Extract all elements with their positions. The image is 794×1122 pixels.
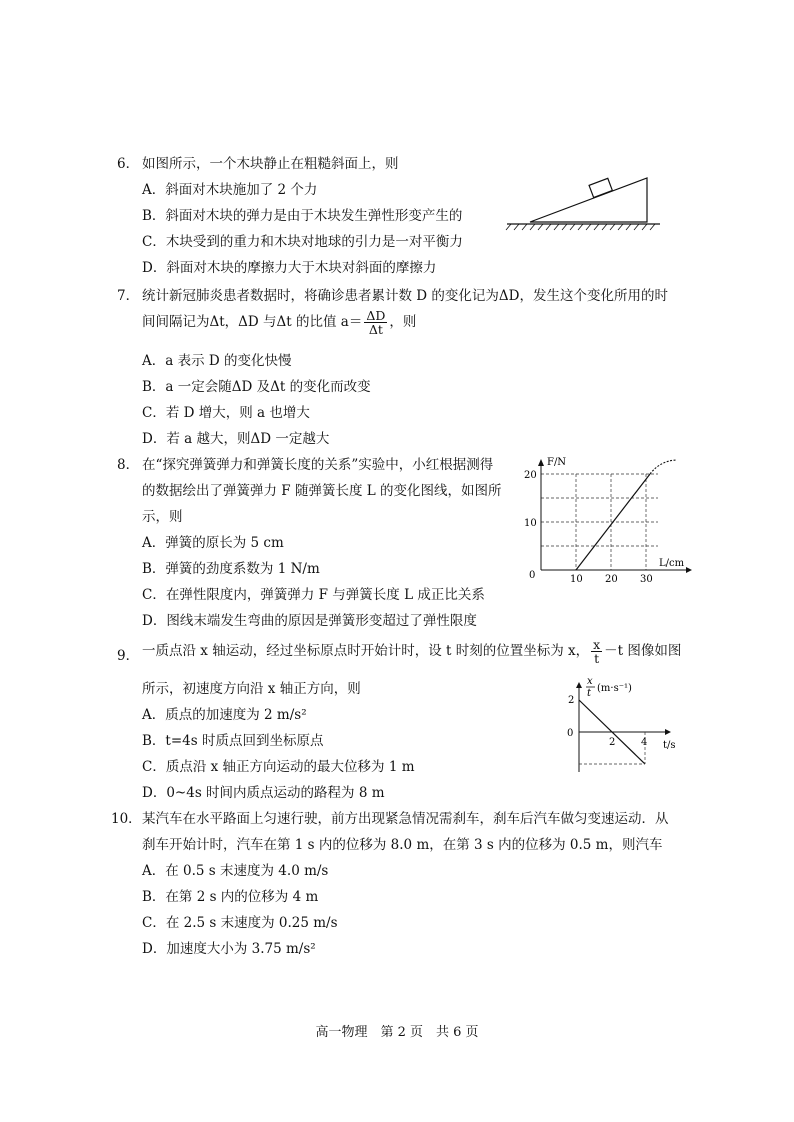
fraction	[591, 638, 602, 665]
question-stem: 如图所示，一个木块静止在粗糙斜面上，则	[142, 156, 399, 172]
option-c: C．在弹性限度内，弹簧弹力 F 与弹簧长度 L 成正比关系	[142, 587, 485, 603]
option-a: A．在 0.5 s 末速度为 4.0 m/s	[142, 863, 329, 879]
y-axis-denominator: t	[587, 688, 592, 699]
option-d: D．斜面对木块的摩擦力大于木块对斜面的摩擦力	[142, 260, 437, 276]
x-axis-label: t/s	[663, 740, 676, 751]
spring-force-graph	[518, 452, 698, 584]
fraction-numerator: ΔD	[366, 308, 386, 323]
origin-label: 0	[567, 728, 574, 739]
x-axis-label: L/cm	[659, 558, 685, 569]
question-number: 10．	[111, 811, 142, 827]
y-axis-label: F/N	[547, 457, 567, 468]
option-d: D．图线末端发生弯曲的原因是弹簧形变超过了弹性限度	[142, 613, 477, 629]
y-axis-numerator: x	[587, 676, 593, 687]
stem-text: 一质点沿 x 轴运动，经过坐标原点时开始计时，设 t 时刻的位置坐标为 x，	[142, 643, 590, 660]
x-tick-label: 10	[570, 574, 583, 584]
question-stem: 某汽车在水平路面上匀速行驶，前方出现紧急情况需刹车，刹车后汽车做匀变速运动．从	[142, 811, 669, 827]
x-tick-label: 2	[609, 737, 616, 748]
x-tick-label: 30	[640, 574, 653, 584]
option-d: D．0~4s 时间内质点运动的路程为 8 m	[142, 785, 385, 801]
x-tick-label: 4	[641, 737, 648, 748]
fraction-denominator: Δt	[368, 322, 383, 338]
question-number: 6．	[117, 156, 140, 172]
option-a: A．a 表示 D 的变化快慢	[142, 353, 292, 369]
option-d: D．加速度大小为 3.75 m/s²	[142, 941, 316, 957]
question-stem	[142, 638, 681, 665]
option-c: C．木块受到的重力和木块对地球的引力是一对平衡力	[142, 234, 463, 250]
incline-block-figure	[505, 172, 665, 232]
stem-text: ，则	[389, 314, 417, 331]
question-stem-line-2: 的数据绘出了弹簧弹力 F 随弹簧长度 L 的变化图线，如图所	[142, 483, 502, 499]
y-tick-label: 10	[524, 518, 537, 529]
question-stem-line-3: 示，则	[142, 509, 183, 525]
question-stem-line-2: 刹车开始计时，汽车在第 1 s 内的位移为 8.0 m，在第 3 s 内的位移为 0.5 m，则汽车	[142, 837, 663, 853]
x-tick-label: 20	[605, 574, 618, 584]
y-tick-label: 2	[568, 695, 575, 706]
option-b: B．斜面对木块的弹力是由于木块发生弹性形变产生的	[142, 208, 463, 224]
question-stem: 统计新冠肺炎患者数据时，将确诊患者累计数 D 的变化记为ΔD，发生这个变化所用的时	[142, 288, 668, 304]
option-c: C．质点沿 x 轴正方向运动的最大位移为 1 m	[142, 759, 415, 775]
page-footer: 高一物理 第 2 页 共 6 页	[315, 1025, 479, 1040]
y-axis-unit: (m·s⁻¹)	[597, 683, 632, 694]
option-b: B．t=4s 时质点回到坐标原点	[142, 733, 324, 749]
option-a: A．斜面对木块施加了 2 个力	[142, 182, 318, 198]
question-stem-line-2	[142, 309, 416, 336]
option-c: C．若 D 增大，则 a 也增大	[142, 405, 310, 421]
fraction	[364, 309, 387, 336]
question-stem-line-2: 所示，初速度方向沿 x 轴正方向，则	[142, 681, 361, 697]
option-b: B．a 一定会随ΔD 及Δt 的变化而改变	[142, 379, 371, 395]
y-tick-label: 20	[524, 470, 537, 481]
fraction-numerator: x	[593, 637, 601, 652]
option-a: A．质点的加速度为 2 m/s²	[142, 707, 307, 723]
question-number: 8．	[117, 457, 140, 473]
question-number: 7．	[117, 288, 140, 304]
origin-label: 0	[529, 570, 536, 581]
question-number: 9．	[117, 648, 140, 664]
question-stem: 在“探究弹簧弹力和弹簧长度的关系”实验中，小红根据测得	[142, 457, 494, 473]
option-b: B．弹簧的劲度系数为 1 N/m	[142, 561, 320, 577]
stem-text: 间间隔记为Δt，ΔD 与Δt 的比值 a＝	[142, 314, 363, 331]
stem-text: －t 图像如图	[604, 643, 682, 660]
velocity-time-graph	[565, 674, 685, 776]
option-a: A．弹簧的原长为 5 cm	[142, 535, 284, 551]
option-b: B．在第 2 s 内的位移为 4 m	[142, 889, 319, 905]
option-c: C．在 2.5 s 末速度为 0.25 m/s	[142, 915, 338, 931]
option-d: D．若 a 越大，则ΔD 一定越大	[142, 431, 330, 447]
fraction-denominator: t	[594, 651, 600, 667]
